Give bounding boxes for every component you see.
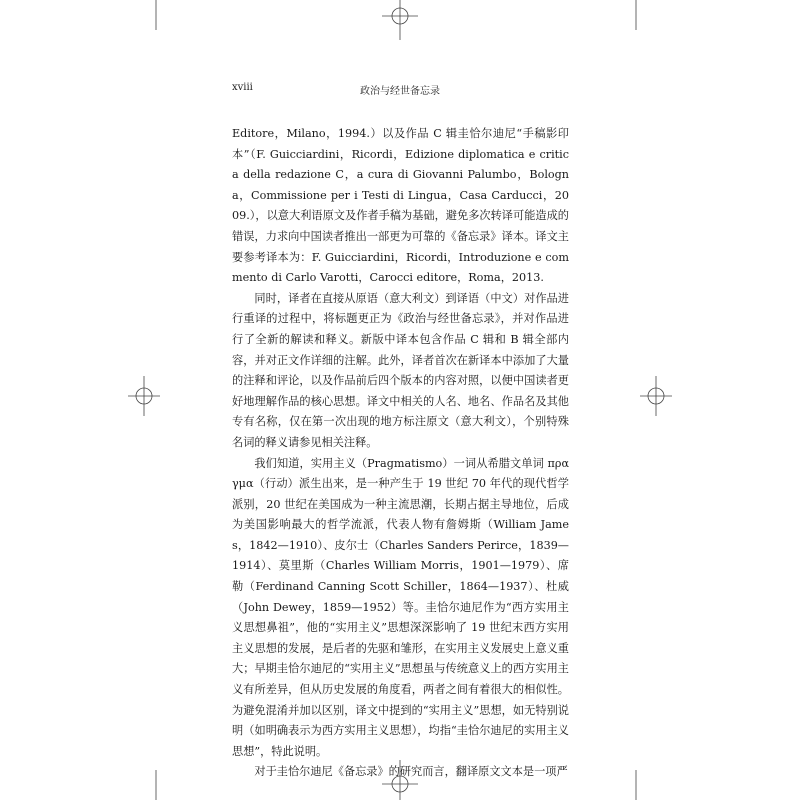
registration-target-left: [128, 372, 160, 420]
paragraph-4: 对于圭恰尔迪尼《备忘录》的研究而言，翻译原文文本是一项严: [254, 765, 568, 779]
crop-mark-top-left: [150, 0, 162, 30]
page-number: xviii: [232, 82, 253, 93]
paragraph-1: Editore，Milano，1994.）以及作品 C 辑圭恰尔迪尼“手稿影印本”（F. Guicciardini，Ricordi，Edizione diplomatica e critica della redazione C，a cura di Giovanni Palumbo，Bologna，Commissione per i Testi di Lingua，Casa Carducci，2009.），以意大利语原文及作者手稿为基础，避免多次转译可能造成的错误，力求向中国读者推出一部更为可靠的《备忘录》译本。译文主要参考译本为：F. Guicciardini，Ricordi，Introduzione e commento di Carlo Varotti，Carocci editore，Roma，2013.: [232, 127, 569, 285]
registration-target-right: [640, 372, 672, 420]
paragraph-2: 同时，译者在直接从原语（意大利文）到译语（中文）对作品进行重译的过程中，将标题更正为《政治与经世备忘录》，并对作品进行了全新的解读和释义。新版中译本包含作品 C 辑和 B 辑全部内容，并对正文作详细的注解。此外，译者首次在新译本中添加了大量的注释和评论，以及作品前后四个版本的内容对照，以便中国读者更好地理解作品的核心思想。译文中相关的人名、地名、作品名及其他专有名称，仅在第一次出现的地方标注原文（意大利文），个别特殊名词的释义请参见相关注释。: [232, 291, 569, 449]
registration-target-top: [376, 0, 424, 40]
running-title: 政治与经世备忘录: [360, 86, 440, 97]
crop-mark-bottom-left: [150, 770, 162, 800]
running-header: [232, 82, 568, 98]
crop-mark-bottom-right: [630, 770, 642, 800]
paragraph-3: 我们知道，实用主义（Pragmatismo）一词从希腊文单词 πραγμα（行动）派生出来，是一种产生于 19 世纪 70 年代的现代哲学派别，20 世纪在美国成为一种主流思潮，长期占据主导地位，后成为美国影响最大的哲学流派，代表人物有詹姆斯（William James，1842—1910）、皮尔士（Charles Sanders Perirce，1839—1914）、莫里斯（Charles William Morris，1901—1979）、席勒（Ferdinand Canning Scott Schiller，1864—1937）、杜威（John Dewey，1859—1952）等。圭恰尔迪尼作为“西方实用主义思想鼻祖”，他的“实用主义”思想深深影响了 19 世纪末西方实用主义思想的发展，是后者的先驱和雏形，在实用主义发展史上意义重大；早期圭恰尔迪尼的“实用主义”思想虽与传统意义上的西方实用主义有所差异，但从历史发展的角度看，两者之间有着很大的相似性。为避免混淆并加以区别，译文中提到的“实用主义”思想，如无特别说明（如明确表示为西方实用主义思想），均指“圭恰尔迪尼的实用主义思想”，特此说明。: [232, 456, 569, 758]
body-text: [232, 124, 569, 783]
crop-mark-top-right: [630, 0, 642, 30]
